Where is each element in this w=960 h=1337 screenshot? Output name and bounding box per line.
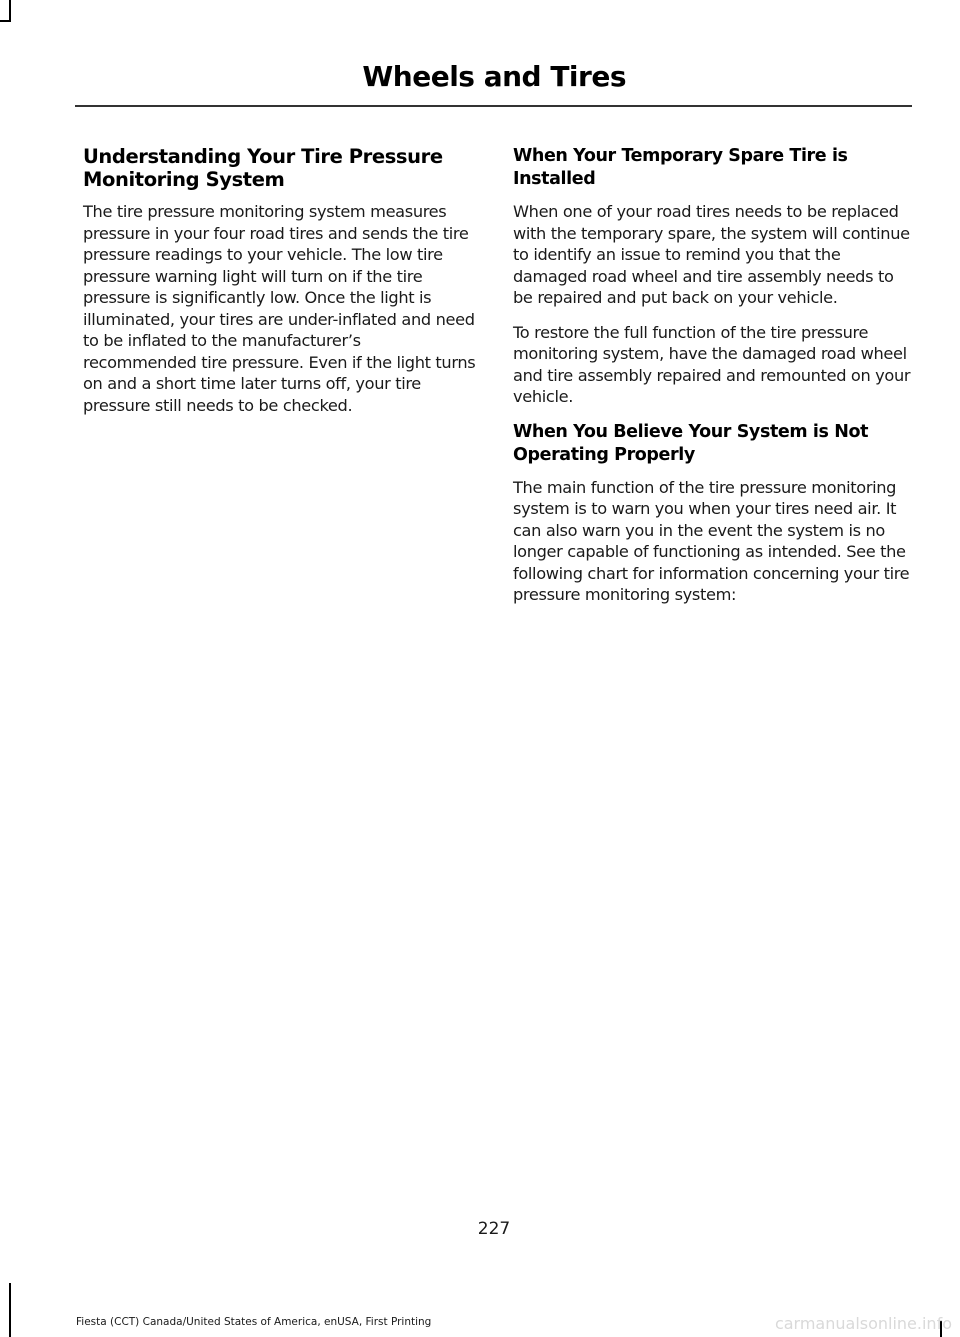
- page-number: 227: [477, 1219, 511, 1239]
- paragraph-tpms-overview: The tire pressure monitoring system measures pressure in your four road tires and sends the tire pressure readings to your vehicle. The low tire pressure warning light will turn on if the tire pressure is significantly low. Once the light is illuminated, your tires are under-inflated and need to be inflated to the manufacturer’s recommended tire pressure. Even if the light turns on and a short time later turns off, your tire pressure still needs to be checked.: [83, 202, 476, 415]
- edition-footer: Fiesta (CCT) Canada/United States of America, enUSA, First Printing: [76, 1316, 432, 1328]
- section-heading-understanding-tpms: Understanding Your Tire Pressure Monitoring System: [83, 145, 443, 191]
- crop-mark-bottom-left: [9, 1283, 11, 1337]
- site-watermark: carmanualsonline.info: [774, 1314, 952, 1333]
- crop-mark-top-left-h: [0, 20, 11, 22]
- section-heading-not-operating: When You Believe Your System is Not Operating Properly: [513, 421, 869, 465]
- header-divider: [75, 105, 912, 107]
- paragraph-temporary-spare-2: To restore the full function of the tire pressure monitoring system, have the damaged road wheel and tire assembly repaired and remounted on your vehicle.: [513, 322, 911, 406]
- left-column: [83, 145, 478, 429]
- paragraph-temporary-spare-1: When one of your road tires needs to be replaced with the temporary spare, the system will continue to identify an issue to remind you that the damaged road wheel and tire assembly needs to be repaired and put back on your vehicle.: [513, 202, 910, 307]
- paragraph-not-operating: The main function of the tire pressure monitoring system is to warn you when your tires need air. It can also warn you in the event the system is no longer capable of functioning as intended. See the following chart for information concerning your tire pressure monitoring system:: [513, 477, 910, 604]
- page-header-title: Wheels and Tires: [362, 60, 626, 93]
- section-heading-temporary-spare: When Your Temporary Spare Tire is Installed: [513, 146, 848, 189]
- right-column: [513, 145, 911, 619]
- crop-mark-top-left: [9, 0, 11, 20]
